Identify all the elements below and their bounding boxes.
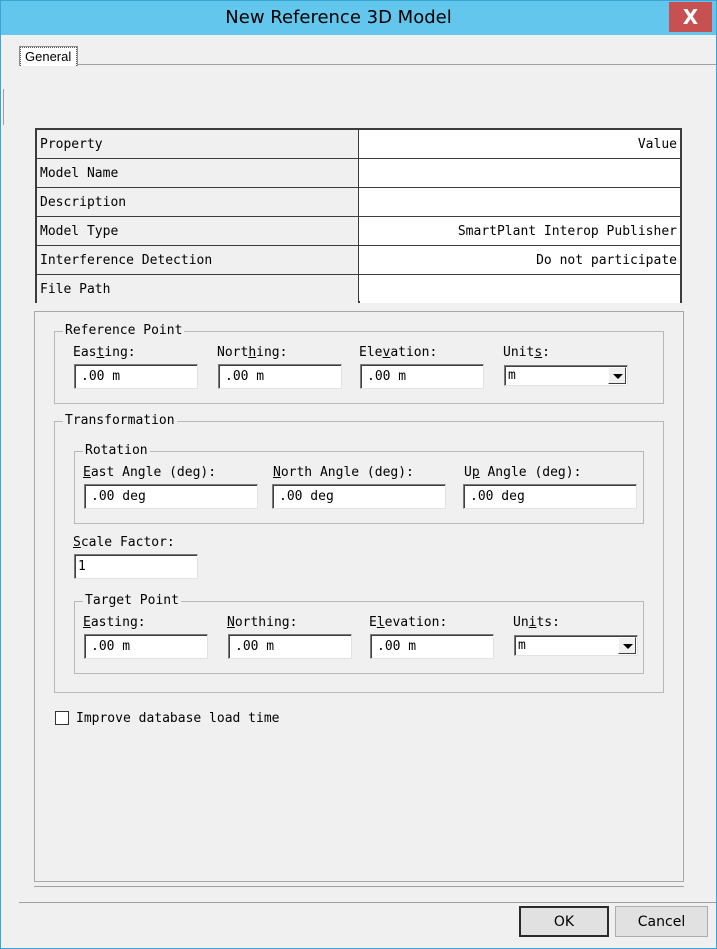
tgt-easting-label: Easting: [83, 615, 146, 630]
rot-up-label: Up Angle (deg): [464, 465, 582, 480]
grid-cell-property: Model Name [37, 159, 359, 187]
grid-cell-property: Description [37, 188, 359, 216]
window-title: New Reference 3D Model [225, 7, 452, 28]
reference-point-title: Reference Point [65, 323, 183, 338]
tgt-northing-label: Northing: [227, 615, 298, 630]
tgt-northing-input[interactable]: .00 m [228, 634, 352, 659]
tgt-units-select[interactable] [514, 635, 638, 656]
cancel-button[interactable]: Cancel [615, 906, 708, 937]
rot-north-input[interactable]: .00 deg [272, 484, 446, 509]
grid-cell-property: File Path [37, 275, 359, 303]
scale-factor-input[interactable]: 1 [74, 554, 198, 579]
grid-row-file-path[interactable] [37, 275, 680, 304]
tab-general[interactable] [19, 46, 78, 66]
chevron-down-icon[interactable] [608, 367, 626, 384]
close-button[interactable] [669, 2, 712, 32]
rot-north-label: North Angle (deg): [273, 465, 414, 480]
tab-strip-divider [19, 64, 716, 65]
improve-load-checkbox[interactable] [55, 711, 69, 725]
ok-button[interactable]: OK [519, 906, 609, 937]
ref-easting-input[interactable]: .00 m [74, 364, 198, 389]
ref-units-value: m [508, 368, 516, 383]
transformation-title: Transformation [65, 413, 175, 428]
divider [19, 902, 716, 903]
ref-elevation-label: Elevation: [359, 345, 438, 360]
grid-row-model-name[interactable] [37, 159, 680, 188]
ref-units-select[interactable] [504, 365, 628, 386]
grid-header-row [37, 130, 680, 159]
chevron-down-icon[interactable] [618, 637, 636, 654]
grid-row-description[interactable] [37, 188, 680, 217]
grid-cell-property: Interference Detection [37, 246, 359, 274]
divider [1, 89, 4, 125]
improve-load-label[interactable]: Improve database load time [76, 711, 280, 726]
title-bar[interactable] [1, 1, 716, 35]
model-type-value[interactable]: SmartPlant Interop Publisher [360, 217, 680, 245]
grid-header-property: Property [37, 130, 359, 158]
property-grid [35, 128, 682, 303]
target-point-title: Target Point [85, 593, 179, 608]
model-name-value[interactable] [360, 159, 680, 187]
tab-general-label: General [25, 49, 72, 64]
ref-elevation-input[interactable]: .00 m [360, 364, 484, 389]
ref-northing-input[interactable]: .00 m [218, 364, 342, 389]
file-path-value[interactable] [360, 275, 680, 303]
description-value[interactable] [360, 188, 680, 216]
grid-header-value: Value [360, 130, 680, 158]
grid-cell-property: Model Type [37, 217, 359, 245]
rot-east-label: East Angle (deg): [83, 465, 217, 480]
grid-row-model-type[interactable] [37, 217, 680, 246]
tgt-easting-input[interactable]: .00 m [84, 634, 208, 659]
ref-units-label: Units: [503, 345, 550, 360]
scale-factor-label: Scale Factor: [73, 535, 175, 550]
ref-northing-label: Northing: [217, 345, 288, 360]
tgt-units-label: Units: [513, 615, 560, 630]
interference-detection-value[interactable]: Do not participate [360, 246, 680, 274]
close-icon: X [682, 5, 699, 29]
rot-east-input[interactable]: .00 deg [84, 484, 258, 509]
divider [34, 886, 684, 887]
ref-easting-label: Easting: [73, 345, 136, 360]
tgt-elevation-input[interactable]: .00 m [370, 634, 494, 659]
tgt-elevation-label: Elevation: [369, 615, 448, 630]
rot-up-input[interactable]: .00 deg [463, 484, 637, 509]
rotation-title: Rotation [85, 443, 148, 458]
tgt-units-value: m [518, 638, 526, 653]
grid-row-interference-detection[interactable] [37, 246, 680, 275]
